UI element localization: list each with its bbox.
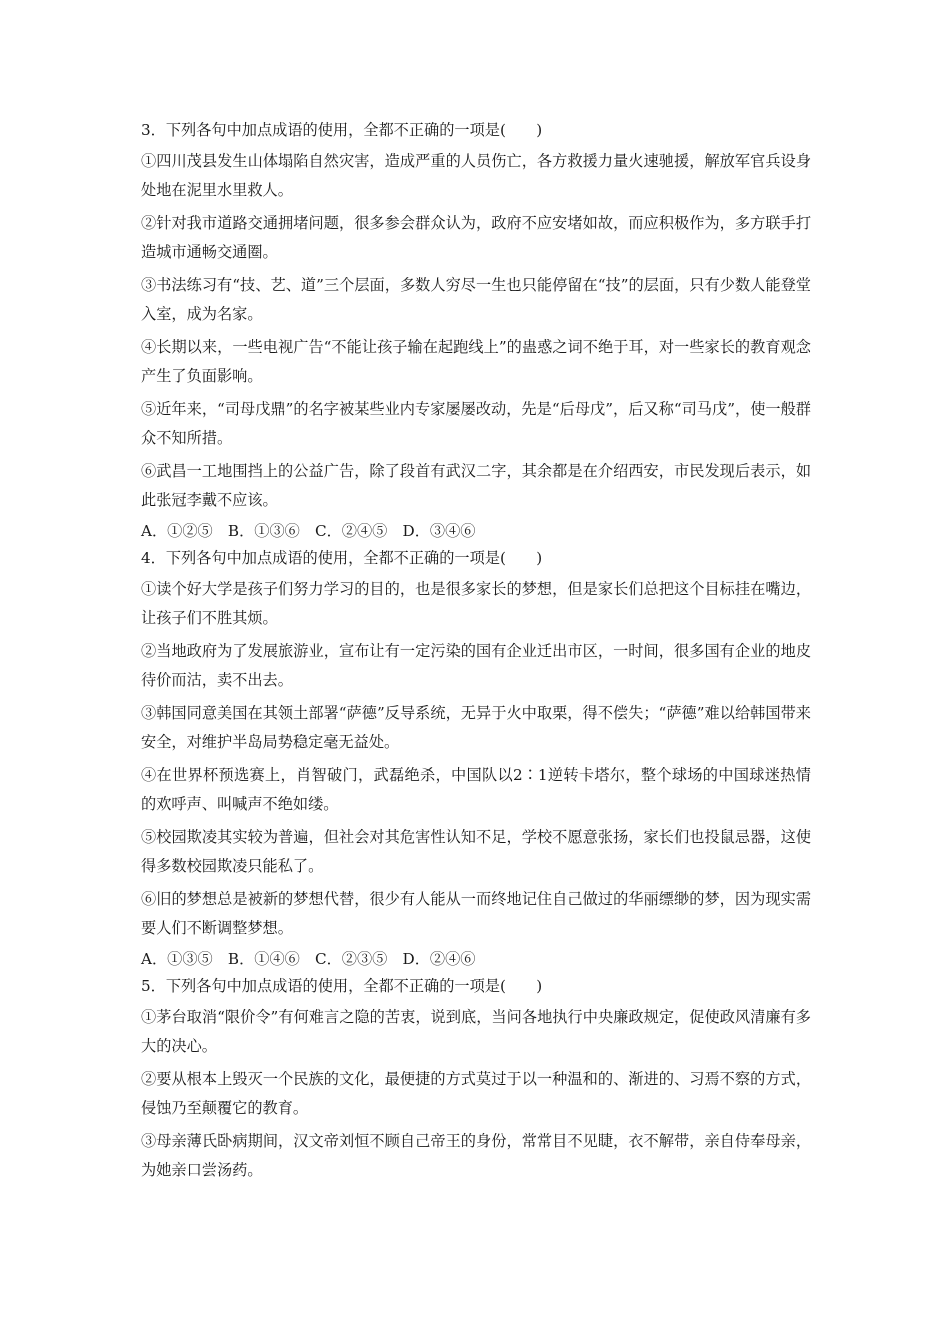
question-5 xyxy=(141,974,811,1185)
question-item: ③书法练习有“技、艺、道”三个层面，多数人穷尽一生也只能停留在“技”的层面，只有少数人能登堂入室，成为名家。 xyxy=(141,276,811,323)
question-item: ③母亲薄氏卧病期间，汉文帝刘恒不顾自己帝王的身份，常常目不见睫，衣不解带，亲自侍奉母亲，为她亲口尝汤药。 xyxy=(141,1132,811,1179)
answer-options: A．①③⑤ B．①④⑥ C．②③⑤ D．②④⑥ xyxy=(141,950,476,968)
question-item: ②要从根本上毁灭一个民族的文化，最便捷的方式莫过于以一种温和的、渐进的、习焉不察的方式，侵蚀乃至颠覆它的教育。 xyxy=(141,1070,811,1117)
question-item: ④在世界杯预选赛上，肖智破门，武磊绝杀，中国队以2∶1逆转卡塔尔，整个球场的中国球迷热情的欢呼声、叫喊声不绝如缕。 xyxy=(141,766,811,813)
question-title: 3．下列各句中加点成语的使用，全都不正确的一项是( ) xyxy=(141,121,543,139)
question-3 xyxy=(141,118,811,544)
question-item: ⑥武昌一工地围挡上的公益广告，除了段首有武汉二字，其余都是在介绍西安，市民发现后表示，如此张冠李戴不应该。 xyxy=(141,462,811,509)
question-item: ①茅台取消“限价令”有何难言之隐的苦衷，说到底，当问各地执行中央廉政规定，促使政风清廉有多大的决心。 xyxy=(141,1008,811,1055)
question-item: ⑤校园欺凌其实较为普遍，但社会对其危害性认知不足，学校不愿意张扬，家长们也投鼠忌器，这使得多数校园欺凌只能私了。 xyxy=(141,828,811,875)
document-content xyxy=(141,118,811,1189)
answer-options: A．①②⑤ B．①③⑥ C．②④⑤ D．③④⑥ xyxy=(141,522,476,540)
question-item: ①四川茂县发生山体塌陷自然灾害，造成严重的人员伤亡，各方救援力量火速驰援，解放军官兵设身处地在泥里水里救人。 xyxy=(141,152,811,199)
question-item: ④长期以来，一些电视广告“不能让孩子输在起跑线上”的蛊惑之词不绝于耳，对一些家长的教育观念产生了负面影响。 xyxy=(141,338,811,385)
question-item: ①读个好大学是孩子们努力学习的目的，也是很多家长的梦想，但是家长们总把这个目标挂在嘴边，让孩子们不胜其烦。 xyxy=(141,580,811,627)
question-item: ⑥旧的梦想总是被新的梦想代替，很少有人能从一而终地记住自己做过的华丽缥缈的梦，因为现实需要人们不断调整梦想。 xyxy=(141,890,811,937)
question-title: 4．下列各句中加点成语的使用，全都不正确的一项是( ) xyxy=(141,549,543,567)
question-item: ③韩国同意美国在其领土部署“萨德”反导系统，无异于火中取栗，得不偿失；“萨德”难以给韩国带来安全，对维护半岛局势稳定毫无益处。 xyxy=(141,704,811,751)
question-title: 5．下列各句中加点成语的使用，全都不正确的一项是( ) xyxy=(141,977,543,995)
question-item: ②当地政府为了发展旅游业，宣布让有一定污染的国有企业迁出市区，一时间，很多国有企业的地皮待价而沽，卖不出去。 xyxy=(141,642,811,689)
question-4 xyxy=(141,546,811,972)
question-item: ②针对我市道路交通拥堵问题，很多参会群众认为，政府不应安堵如故，而应积极作为，多方联手打造城市通畅交通圈。 xyxy=(141,214,811,261)
question-item: ⑤近年来，“司母戊鼎”的名字被某些业内专家屡屡改动，先是“后母戊”，后又称“司马戊”，使一般群众不知所措。 xyxy=(141,400,811,447)
